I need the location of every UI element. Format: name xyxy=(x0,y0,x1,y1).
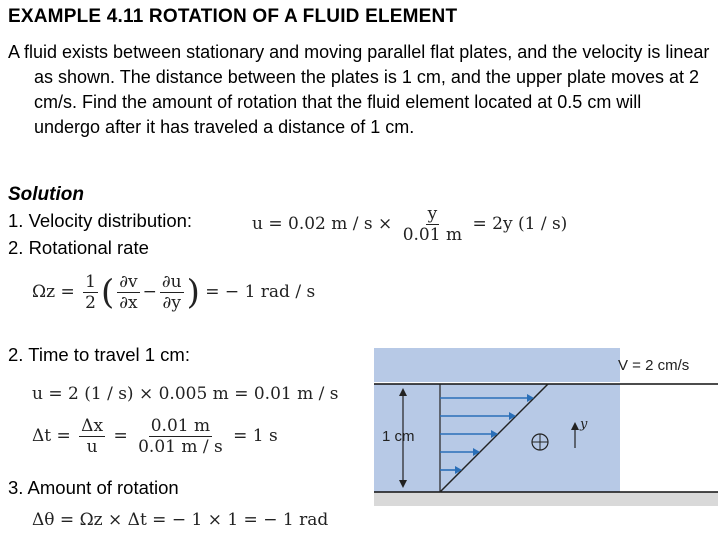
eq2-close-paren: ) xyxy=(186,272,200,313)
equation-velocity xyxy=(252,204,567,245)
eq2-lhs: Ωz = xyxy=(32,282,75,302)
eq2-t1-num: ∂v xyxy=(119,272,138,292)
solution-heading: Solution xyxy=(8,184,84,205)
velocity-label: V = 2 cm/s xyxy=(618,357,690,374)
eq1-denominator: 0.01 m xyxy=(402,225,463,245)
eq2-term2 xyxy=(160,272,184,313)
eq2-open-paren: ( xyxy=(100,272,115,313)
fluid-top-band xyxy=(374,348,620,382)
eq2-t1-den: ∂x xyxy=(119,293,138,313)
eq4-f2-den: 0.01 m / s xyxy=(138,437,223,457)
eq2-term1 xyxy=(117,272,139,313)
eq1-lhs: u = 0.02 m / s × xyxy=(252,214,393,234)
y-axis-label: y xyxy=(580,417,588,432)
eq4-f1-den: u xyxy=(86,437,98,457)
eq4-fraction2 xyxy=(136,416,225,457)
step-velocity-distribution: 1. Velocity distribution: xyxy=(8,210,193,231)
eq2-half xyxy=(83,272,98,313)
equation-rotation-amount: Δθ = Ωz × Δt = − 1 × 1 = − 1 rad xyxy=(32,510,329,530)
eq2-minus: − xyxy=(142,282,157,302)
eq2-half-num: 1 xyxy=(85,272,96,292)
step-amount-of-rotation: 3. Amount of rotation xyxy=(8,477,179,498)
example-title: EXAMPLE 4.11 ROTATION OF A FLUID ELEMENT xyxy=(8,6,458,27)
equation-time xyxy=(32,416,278,457)
eq1-numerator: y xyxy=(427,204,438,224)
eq2-t2-den: ∂y xyxy=(162,293,181,313)
equation-rotational-rate xyxy=(32,272,315,313)
eq1-rhs: = 2y (1 / s) xyxy=(472,214,568,234)
lower-plate xyxy=(374,492,718,506)
eq4-f1-num: Δx xyxy=(81,416,104,436)
step-time-to-travel: 2. Time to travel 1 cm: xyxy=(8,344,190,365)
eq2-half-den: 2 xyxy=(85,293,96,313)
couette-flow-figure xyxy=(370,346,718,536)
eq2-t2-num: ∂u xyxy=(161,272,182,292)
eq1-fraction xyxy=(401,204,464,245)
eq2-rhs: = − 1 rad / s xyxy=(205,282,316,302)
problem-statement: A fluid exists between stationary and moving parallel flat plates, and the velocity is linear as shown. The distance between the plates is 1 cm, and the upper plate moves at 2 cm/s. Find the amount of rotation that the fluid element located at 0.5 cm will undergo after it has traveled a distance of 1 cm. xyxy=(8,42,710,137)
step-rotational-rate: 2. Rotational rate xyxy=(8,237,149,258)
eq4-lhs: Δt = xyxy=(32,426,71,446)
eq4-f2-num: 0.01 m xyxy=(150,416,211,436)
eq4-equals: = xyxy=(113,426,128,446)
eq4-fraction1 xyxy=(79,416,105,457)
gap-label: 1 cm xyxy=(382,428,415,445)
eq4-rhs: = 1 s xyxy=(233,426,278,446)
equation-element-velocity: u = 2 (1 / s) × 0.005 m = 0.01 m / s xyxy=(32,384,339,404)
